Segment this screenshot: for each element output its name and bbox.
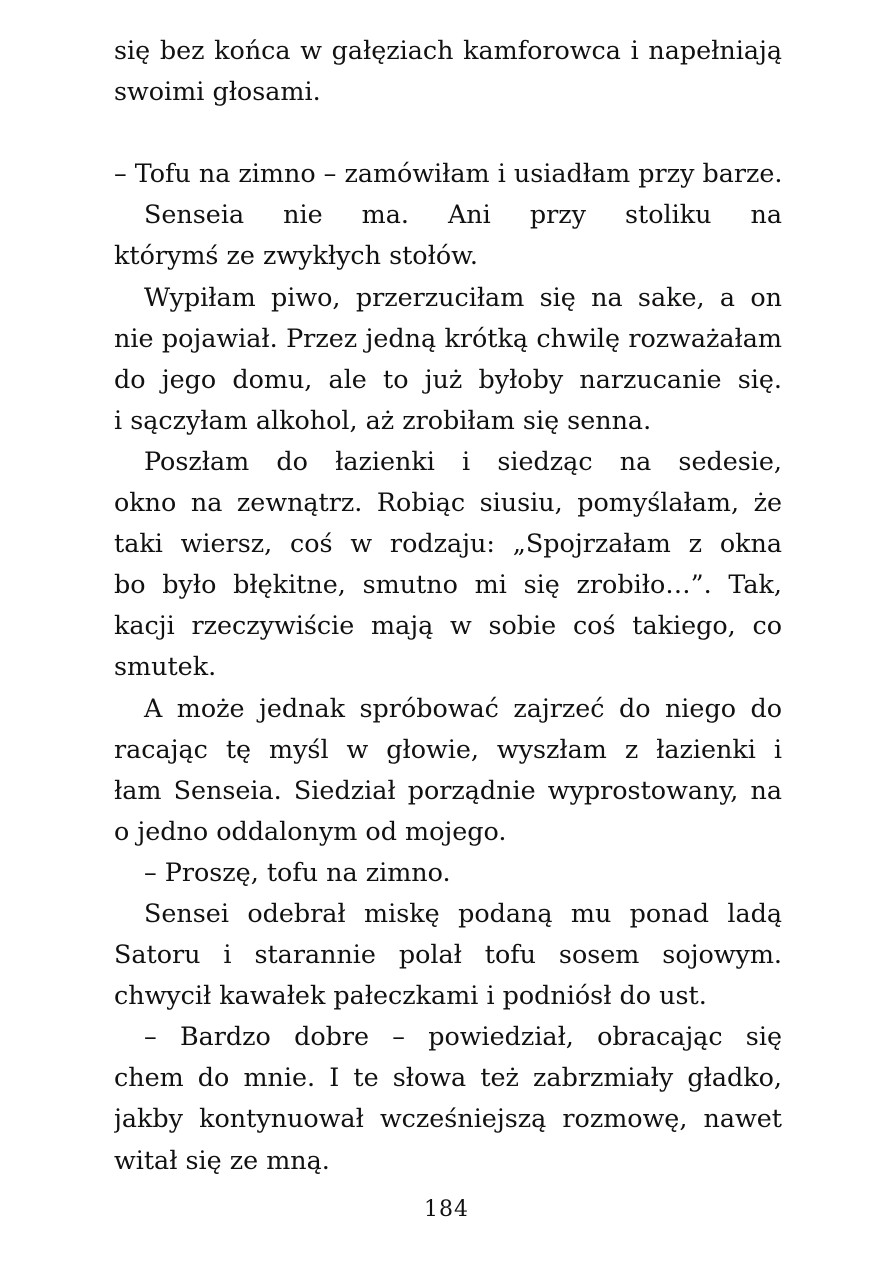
text-line: nie pojawiał. Przez jedną krótką chwilę rozważałam bbox=[114, 322, 782, 353]
text-line: jakby kontynuował wcześniejszą rozmowę, nawet bbox=[114, 1103, 782, 1134]
text-line: taki wiersz, coś w rodzaju: „Spojrzałam z okna bbox=[114, 528, 782, 559]
text-line: się bez końca w gałęziach kamforowca i napełniają bbox=[114, 35, 782, 65]
text-line: smutek. bbox=[114, 651, 217, 682]
text-line: bo było błękitne, smutno mi się zrobiło…”. Tak, bbox=[114, 569, 782, 600]
text-line: Wypiłam piwo, przerzuciłam się na sake, a on bbox=[144, 281, 782, 312]
text-line: racając tę myśl w głowie, wyszłam z łazienki i bbox=[114, 733, 782, 764]
text-line: do jego domu, ale to już byłoby narzucanie się. bbox=[114, 363, 782, 394]
text-line: A może jednak spróbować zajrzeć do niego do bbox=[144, 692, 782, 723]
text-line: – Proszę, tofu na zimno. bbox=[144, 856, 451, 887]
text-line: – Tofu na zimno – zamówiłam i usiadłam przy barze. bbox=[114, 158, 783, 189]
text-line: Senseia nie ma. Ani przy stoliku na bbox=[144, 199, 782, 230]
text-line: witał się ze mną. bbox=[114, 1144, 330, 1175]
text-line: chem do mnie. I te słowa też zabrzmiały gładko, bbox=[114, 1062, 782, 1093]
text-line: chwycił kawałek pałeczkami i podniósł do ust. bbox=[114, 980, 707, 1011]
text-line: i sączyłam alkohol, aż zrobiłam się senna. bbox=[114, 404, 652, 435]
page-number: 184 bbox=[424, 1197, 469, 1222]
text-line: łam Senseia. Siedział porządnie wyprostowany, na bbox=[114, 774, 782, 805]
text-line: okno na zewnątrz. Robiąc siusiu, pomyślałam, że bbox=[114, 487, 782, 518]
blank-line bbox=[114, 112, 782, 153]
text-line: Satoru i starannie polał tofu sosem sojowym. bbox=[114, 939, 782, 970]
text-line: swoimi głosami. bbox=[114, 76, 321, 107]
text-line: – Bardzo dobre – powiedział, obracając się bbox=[144, 1021, 782, 1052]
text-line: kacji rzeczywiście mają w sobie coś takiego, co bbox=[114, 610, 782, 641]
text-line: Sensei odebrał miskę podaną mu ponad ladą bbox=[144, 897, 782, 928]
text-line: Poszłam do łazienki i siedząc na sedesie, bbox=[144, 445, 782, 476]
text-line: którymś ze zwykłych stołów. bbox=[114, 240, 478, 271]
text-line: o jedno oddalonym od mojego. bbox=[114, 815, 507, 846]
body-text bbox=[114, 30, 782, 1181]
